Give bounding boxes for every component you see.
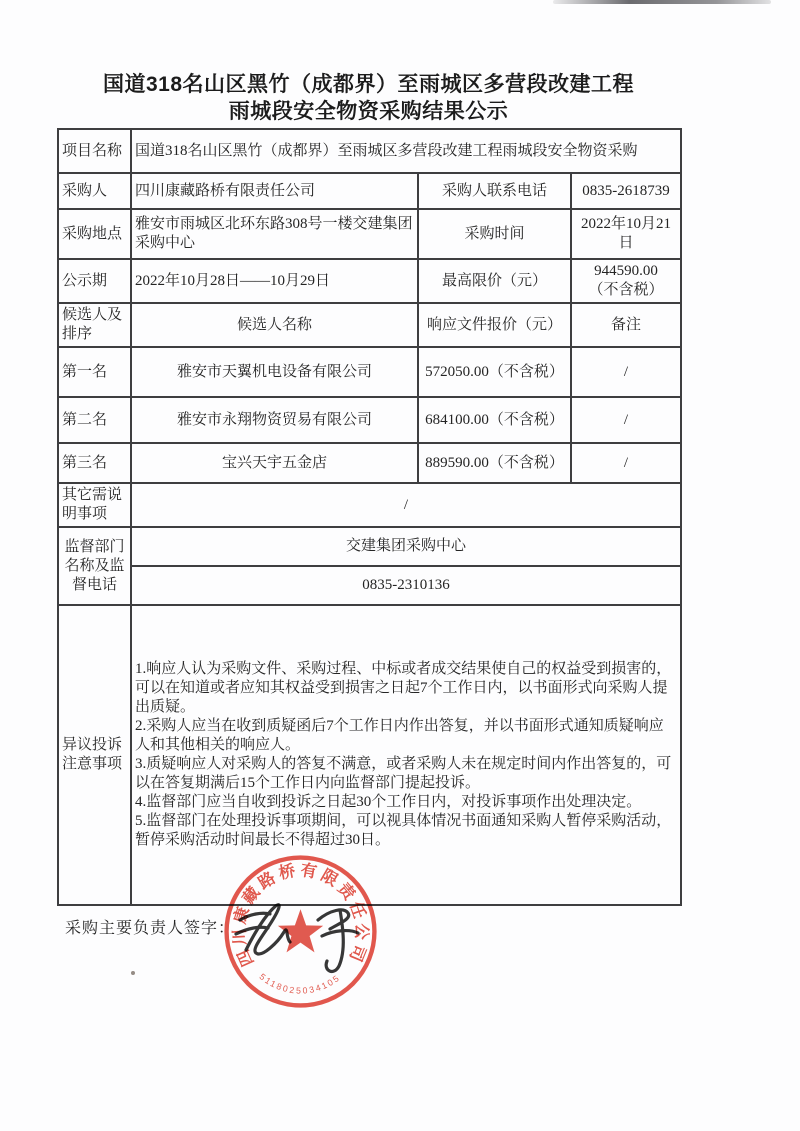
candidate-3-quote: 889590.00（不含税）: [418, 443, 571, 483]
other-notes-label: 其它需说明事项: [58, 483, 131, 527]
location-label: 采购地点: [58, 209, 131, 259]
candidate-3-name: 宝兴天宇五金店: [131, 443, 418, 483]
purchase-time-label: 采购时间: [418, 209, 571, 259]
purchase-time-value: 2022年10月21日: [571, 209, 681, 259]
objection-item-2: 2.采购人应当在收到质疑函后7个工作日内作出答复，并以书面形式通知质疑响应人和其他相关的响应人。: [135, 718, 664, 753]
candidate-row-3: [58, 443, 681, 483]
document-title: [57, 71, 680, 125]
supervision-department: 交建集团采购中心: [131, 527, 681, 566]
purchaser-phone-label: 采购人联系电话: [418, 173, 571, 209]
candidate-2-name: 雅安市永翔物资贸易有限公司: [131, 397, 418, 443]
row-other-notes: [58, 483, 681, 527]
candidate-2-remark: /: [571, 397, 681, 443]
candidate-3-remark: /: [571, 443, 681, 483]
purchaser-label: 采购人: [58, 173, 131, 209]
supervision-phone: 0835-2310136: [131, 566, 681, 605]
objection-item-5: 5.监督部门在处理投诉事项期间，可以视具体情况书面通知采购人暂停采购活动，暂停采购活动时间最长不得超过30日。: [135, 813, 672, 848]
row-candidates-header: [58, 303, 681, 347]
handwritten-signature: [226, 886, 386, 991]
candidate-2-quote: 684100.00（不含税）: [418, 397, 571, 443]
row-supervision-phone: [58, 566, 681, 605]
candidate-1-remark: /: [571, 347, 681, 397]
purchaser-value: 四川康藏路桥有限责任公司: [131, 173, 418, 209]
other-notes-value: /: [131, 483, 681, 527]
row-location: [58, 209, 681, 259]
row-supervision-dept: [58, 527, 681, 566]
location-value: 雅安市雨城区北环东路308号一楼交建集团采购中心: [131, 209, 418, 259]
row-project-name: [58, 129, 681, 173]
candidate-1-name: 雅安市天翼机电设备有限公司: [131, 347, 418, 397]
project-name-label: 项目名称: [58, 129, 131, 173]
signature-label: 采购主要负责人签字：: [65, 920, 236, 937]
objection-item-4: 4.监督部门应当自收到投诉之日起30个工作日内，对投诉事项作出处理决定。: [135, 794, 642, 810]
scan-speck: [131, 971, 135, 975]
candidate-1-rank: 第一名: [58, 347, 131, 397]
publicity-label: 公示期: [58, 259, 131, 303]
row-purchaser: [58, 173, 681, 209]
candidate-2-rank: 第二名: [58, 397, 131, 443]
title-line-1: 国道318名山区黑竹（成都界）至雨城区多营段改建工程: [102, 73, 635, 96]
signature-stroke-5: [322, 931, 358, 936]
candidates-quote-header: 响应文件报价（元）: [418, 303, 571, 347]
candidates-remark-header: 备注: [571, 303, 681, 347]
seal-number: 5118025034105: [257, 971, 343, 996]
candidate-1-quote: 572050.00（不含税）: [418, 347, 571, 397]
supervision-label: 监督部门名称及监督电话: [58, 527, 131, 605]
objection-item-3: 3.质疑响应人对采购人的答复不满意，或者采购人未在规定时间内作出答复的，可以在答复期满后15个工作日内向监督部门提起投诉。: [135, 756, 672, 791]
publicity-value: 2022年10月28日——10月29日: [131, 259, 418, 303]
candidate-row-1: [58, 347, 681, 397]
procurement-result-table: [57, 128, 682, 906]
row-publicity-period: [58, 259, 681, 303]
max-price-amount: 944590.00: [594, 263, 658, 279]
scan-artifact-top: [553, 0, 771, 4]
title-line-2: 雨城段安全物资采购结果公示: [228, 100, 509, 123]
signature-stroke-6: [326, 910, 343, 971]
objection-content: [131, 605, 681, 905]
candidates-name-header: 候选人名称: [131, 303, 418, 347]
candidate-row-2: [58, 397, 681, 443]
purchaser-phone-value: 0835-2618739: [571, 173, 681, 209]
objection-item-1: 1.响应人认为采购文件、采购过程、中标或者成交结果使自己的权益受到损害的，可以在知道或者应知其权益受到损害之日起7个工作日内，以书面形式向采购人提出质疑。: [135, 661, 672, 715]
max-price-tax-note: （不含税）: [588, 282, 664, 298]
max-price-value: [571, 259, 681, 303]
seal-company-name: 四川康藏路桥有限责任公司: [229, 860, 372, 970]
project-name-value: 国道318名山区黑竹（成都界）至雨城区多营段改建工程雨城段安全物资采购: [131, 129, 681, 173]
candidate-3-rank: 第三名: [58, 443, 131, 483]
objection-label: 异议投诉注意事项: [58, 605, 131, 905]
signature-stroke-4: [318, 910, 349, 929]
max-price-label: 最高限价（元）: [418, 259, 571, 303]
candidates-rank-header: 候选人及排序: [58, 303, 131, 347]
